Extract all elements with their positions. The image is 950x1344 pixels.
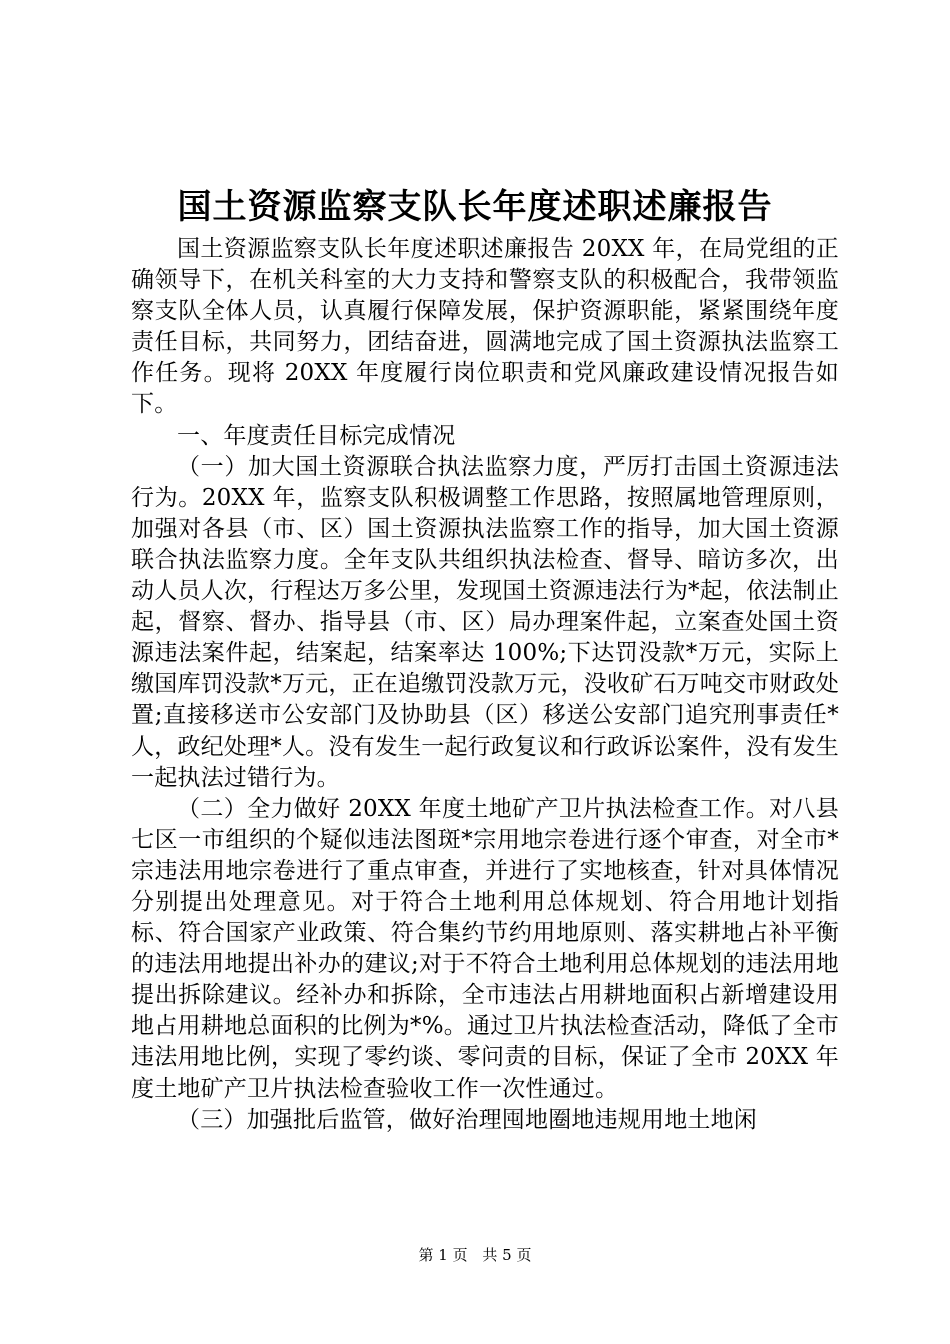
paragraph-item-3: （三）加强批后监管，做好治理囤地圈地违规用地土地闲 xyxy=(177,1106,757,1133)
page-total: 共 5 页 xyxy=(482,1246,532,1264)
document-title: 国土资源监察支队长年度述职述廉报告 xyxy=(177,187,773,227)
page-footer xyxy=(0,1244,950,1266)
paragraph-intro: 国土资源监察支队长年度述职述廉报告 20XX 年，在局党组的正确领导下，在机关科室的大力支持和警察支队的积极配合，我带领监察支队全体人员，认真履行保障发展，保护资源职能，紧紧围绕年度责任目标，共同努力，团结奋进，圆满地完成了国土资源执法监察工作任务。现将 20XX 年度履行岗位职责和党风廉政建设情况报告如下。 xyxy=(131,236,839,418)
section-heading-1: 一、年度责任目标完成情况 xyxy=(177,422,456,449)
paragraph-item-1: （一）加大国土资源联合执法监察力度，严厉打击国土资源违法行为。20XX 年，监察支队积极调整工作思路，按照属地管理原则，加强对各县（市、区）国土资源执法监察工作的指导，加大国土资源联合执法监察力度。全年支队共组织执法检查、督导、暗访多次，出动人员人次，行程达万多公里，发现国土资源违法行为*起，依法制止起，督察、督办、指导县（市、区）局办理案件起，立案查处国土资源违法案件起，结案起，结案率达 100%;下达罚没款*万元，实际上缴国库罚没款*万元，正在追缴罚没款万元，没收矿石万吨交市财政处置;直接移送市公安部门及协助县（区）移送公安部门追究刑事责任*人，政纪处理*人。没有发生一起行政复议和行政诉讼案件，没有发生一起执法过错行为。 xyxy=(131,453,839,791)
paragraph-item-2: （二）全力做好 20XX 年度土地矿产卫片执法检查工作。对八县七区一市组织的个疑似违法图斑*宗用地宗卷进行逐个审查，对全市*宗违法用地宗卷进行了重点审查，并进行了实地核查，针对具体情况分别提出处理意见。对于符合土地利用总体规划、符合用地计划指标、符合国家产业政策、符合集约节约用地原则、落实耕地占补平衡的违法用地提出补办的建议;对于不符合土地利用总体规划的违法用地提出拆除建议。经补办和拆除，全市违法占用耕地面积占新增建设用地占用耕地总面积的比例为*%。通过卫片执法检查活动，降低了全市违法用地比例，实现了零约谈、零问责的目标，保证了全市 20XX 年度土地矿产卫片执法检查验收工作一次性通过。 xyxy=(131,795,839,1102)
document-body xyxy=(131,234,839,1136)
page-number: 第 1 页 xyxy=(418,1246,468,1264)
